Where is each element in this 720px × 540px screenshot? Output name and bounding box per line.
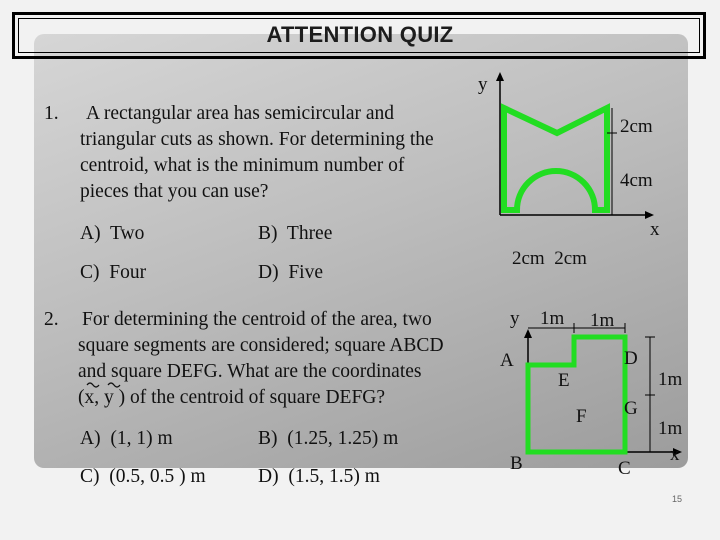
q2-line-3: and square DEFG. What are the coordinates: [78, 361, 422, 382]
q1-line-2: triangular cuts as shown. For determining the: [80, 129, 434, 150]
q1-line-3: centroid, what is the minimum number of: [80, 155, 405, 176]
q2-point-f: F: [576, 406, 587, 427]
q2-x-axis-label: x: [670, 444, 680, 465]
option-text: Four: [109, 262, 147, 283]
q2-dim-right-1: 1m: [658, 369, 683, 390]
q1-line-1: A rectangular area has semicircular and: [86, 103, 395, 124]
option-letter: C): [80, 262, 100, 283]
option-letter: B): [258, 428, 278, 449]
option-letter: C): [80, 466, 100, 487]
q1-dim-bottom: 2cm 2cm: [512, 248, 587, 269]
page-number: 15: [672, 494, 683, 504]
q2-dim-top-1: 1m: [540, 308, 565, 329]
option-letter: D): [258, 262, 279, 283]
option-text: Two: [109, 223, 145, 244]
option-letter: A): [80, 223, 101, 244]
option-text: (1.5, 1.5) m: [288, 466, 380, 487]
q1-line-4: pieces that you can use?: [80, 181, 269, 202]
q2-point-a: A: [500, 350, 514, 371]
q1-dim-top: 2cm: [620, 116, 653, 137]
q2-line-1: For determining the centroid of the area, two: [82, 309, 432, 330]
q2-line-4: (x, y ) of the centroid of square DEFG?: [78, 387, 386, 408]
q1-dim-right: 4cm: [620, 170, 653, 191]
q1-y-axis-label: y: [478, 74, 488, 95]
option-text: (1.25, 1.25) m: [287, 428, 399, 449]
q1-x-axis-label: x: [650, 219, 660, 240]
option-letter: B): [258, 223, 278, 244]
q2-y-axis-label: y: [510, 308, 520, 329]
option-text: Five: [288, 262, 323, 283]
q2-point-d: D: [624, 348, 638, 369]
option-text: (1, 1) m: [110, 428, 173, 449]
q2-dim-top-2: 1m: [590, 310, 615, 331]
option-letter: D): [258, 466, 279, 487]
q2-line-2: square segments are considered; square ABCD: [78, 335, 444, 356]
slide-title: ATTENTION QUIZ: [266, 22, 454, 47]
q2-point-c: C: [618, 458, 631, 479]
q2-dim-right-2: 1m: [658, 418, 683, 439]
q2-number: 2.: [44, 309, 59, 330]
option-text: (0.5, 0.5 ) m: [109, 466, 206, 487]
q2-point-e: E: [558, 370, 570, 391]
q2-point-g: G: [624, 398, 638, 419]
option-letter: A): [80, 428, 101, 449]
option-text: Three: [286, 223, 333, 244]
q1-number: 1.: [44, 103, 59, 124]
q2-point-b: B: [510, 453, 523, 474]
